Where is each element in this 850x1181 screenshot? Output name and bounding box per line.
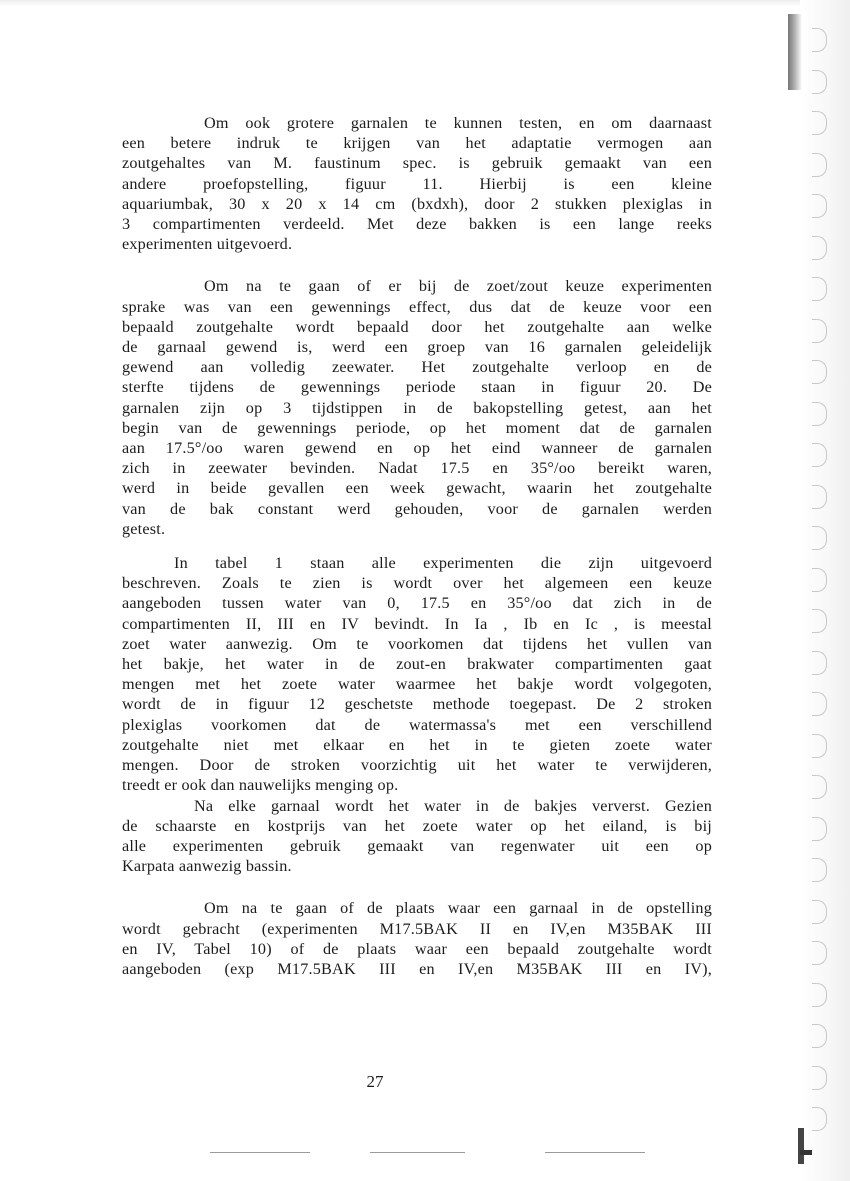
binder-ring bbox=[812, 485, 827, 509]
text-line: beschreven. Zoals te zien is wordt over het algemeen een keuze bbox=[122, 574, 712, 593]
text-line: andere proefopstelling, figuur 11. Hierbij is een kleine bbox=[122, 174, 712, 193]
text-line: garnalen zijn op 3 tijdstippen in de bakopstelling getest, aan het bbox=[122, 398, 712, 417]
text-line: alle experimenten gebruik gemaakt van regenwater uit een op bbox=[122, 836, 712, 855]
text-line: plexiglas voorkomen dat de watermassa's met een verschillend bbox=[122, 715, 712, 734]
text-line: sterfte tijdens de gewennings periode staan in figuur 20. De bbox=[122, 378, 712, 397]
binder-ring bbox=[812, 70, 827, 94]
text-line: zoutgehalte niet met elkaar en het in te gieten zoete water bbox=[122, 735, 712, 754]
text-line: Om ook grotere garnalen te kunnen testen, en om daarnaast bbox=[204, 114, 712, 132]
binding-shadow-bottom bbox=[798, 1128, 804, 1164]
paragraph-4 bbox=[122, 796, 712, 877]
binder-ring bbox=[812, 319, 827, 343]
text-line: mengen met het zoete water waarmee het bakje wordt volgegoten, bbox=[122, 675, 712, 694]
footer-rule bbox=[210, 1152, 310, 1153]
text-line: Om na te gaan of er bij de zoet/zout keuze experimenten bbox=[204, 277, 712, 296]
text-line: mengen. Door de stroken voorzichtig uit het water te verwijderen, bbox=[122, 756, 712, 775]
body-text bbox=[122, 113, 712, 979]
page-number: 27 bbox=[366, 1072, 384, 1091]
text-line: gewend aan volledig zeewater. Het zoutgehalte verloop en de bbox=[122, 358, 712, 377]
text-line: begin van de gewennings periode, op het moment dat de garnalen bbox=[122, 418, 712, 437]
text-line: werd in beide gevallen een week gewacht, waarin het zoutgehalte bbox=[122, 479, 712, 498]
text-line: aan 17.5°/oo waren gewend en op het eind wanneer de garnalen bbox=[122, 439, 712, 458]
text-line: de schaarste en kostprijs van het zoete water op het eiland, is bij bbox=[122, 816, 712, 835]
footer-rule bbox=[545, 1152, 645, 1153]
text-line: getest. bbox=[122, 519, 166, 538]
text-line: Om na te gaan of de plaats waar een garnaal in de opstelling bbox=[204, 899, 712, 918]
binder-ring bbox=[812, 402, 827, 426]
binder-ring bbox=[812, 1066, 827, 1090]
paragraph-5 bbox=[122, 898, 712, 979]
text-line: wordt gebracht (experimenten M17.5BAK II en IV,en M35BAK III bbox=[122, 919, 712, 938]
text-line: een betere indruk te krijgen van het adaptatie vermogen aan bbox=[122, 134, 712, 153]
text-line: zoutgehaltes van M. faustinum spec. is gebruik gemaakt van een bbox=[122, 154, 712, 173]
text-line: treedt er ook dan nauwelijks menging op. bbox=[122, 776, 399, 795]
binder-ring bbox=[812, 568, 827, 592]
text-line: bepaald zoutgehalte wordt bepaald door het zoutgehalte aan welke bbox=[122, 317, 712, 336]
text-line: wordt de in figuur 12 geschetste methode toegepast. De 2 stroken bbox=[122, 695, 712, 714]
binder-ring bbox=[812, 153, 827, 177]
binder-ring bbox=[812, 236, 827, 260]
text-line: en IV, Tabel 10) of de plaats waar een bepaald zoutgehalte wordt bbox=[122, 939, 712, 958]
text-line: experimenten uitgevoerd. bbox=[122, 235, 293, 254]
text-line: compartimenten II, III en IV bevindt. In Ia , Ib en Ic , is meestal bbox=[122, 614, 712, 633]
text-line: aangeboden tussen water van 0, 17.5 en 35°/oo dat zich in de bbox=[122, 594, 712, 613]
text-line: In tabel 1 staan alle experimenten die zijn uitgevoerd bbox=[174, 554, 712, 573]
text-line: de garnaal gewend is, werd een groep van 16 garnalen geleidelijk bbox=[122, 338, 712, 357]
binding-shadow bbox=[788, 14, 802, 90]
footer-rule bbox=[370, 1152, 465, 1153]
text-line: zich in zeewater bevinden. Nadat 17.5 en 35°/oo bereikt waren, bbox=[122, 459, 712, 478]
binder-ring bbox=[812, 651, 827, 675]
text-line: sprake was van een gewennings effect, dus dat de keuze voor een bbox=[122, 297, 712, 316]
text-line: aangeboden (exp M17.5BAK III en IV,en M35BAK III en IV), bbox=[122, 959, 712, 978]
binding-tick bbox=[800, 1150, 812, 1155]
binder-ring bbox=[812, 817, 827, 841]
text-line: aquariumbak, 30 x 20 x 14 cm (bxdxh), door 2 stukken plexiglas in bbox=[122, 194, 712, 213]
binder-ring bbox=[812, 900, 827, 924]
text-line: zoet water aanwezig. Om te voorkomen dat tijdens het vullen van bbox=[122, 634, 712, 653]
binding-edge bbox=[800, 0, 850, 1181]
text-line: van de bak constant werd gehouden, voor de garnalen werden bbox=[122, 499, 712, 518]
text-line: Karpata aanwezig bassin. bbox=[122, 857, 292, 876]
text-line: het bakje, het water in de zout-en brakwater compartimenten gaat bbox=[122, 655, 712, 674]
binder-ring bbox=[812, 983, 827, 1007]
binder-ring bbox=[812, 734, 827, 758]
text-line: Na elke garnaal wordt het water in de bakjes ververst. Gezien bbox=[194, 796, 712, 815]
paragraph-3 bbox=[122, 553, 712, 795]
paragraph-2 bbox=[122, 276, 712, 539]
paragraph-1 bbox=[122, 113, 712, 254]
text-line: 3 compartimenten verdeeld. Met deze bakken is een lange reeks bbox=[122, 215, 712, 234]
